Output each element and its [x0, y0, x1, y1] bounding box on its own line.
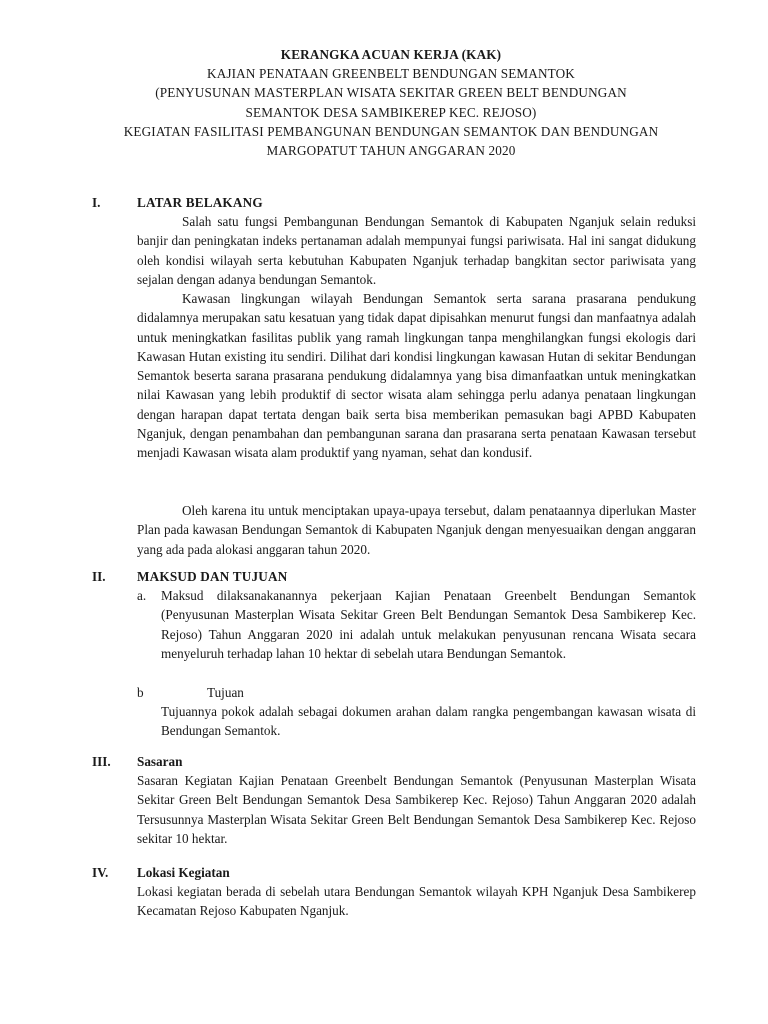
document-subtitle-line-4: KEGIATAN FASILITASI PEMBANGUNAN BENDUNGAN SEMANTOK DAN BENDUNGAN — [123, 123, 659, 139]
section-number: III. — [92, 754, 111, 769]
document-subtitle-line-2: (PENYUSUNAN MASTERPLAN WISATA SEKITAR GREEN BELT BENDUNGAN — [155, 85, 627, 101]
item-a-text: Maksud dilaksanakanannya pekerjaan Kajian Penataan Greenbelt Bendungan Semantok (Penyusunan Masterplan Wisata Sekitar Green Belt Bendungan Semantok Desa Sambikerep Kec. Rejoso) Tahun Anggaran 2020 ini adalah untuk melakukan penyusunan rencana Wisata secara menyeluruh terhadap lahan 10 hektar di sebelah utara Bendungan Semantok. — [161, 588, 696, 661]
paragraph-1: Salah satu fungsi Pembangunan Bendungan Semantok di Kabupaten Nganjuk selain reduksi banjir dan peningkatan indeks pertanaman adalah mempunyai fungsi pariwisata. Hal ini sangat didukung oleh kondisi wilayah serta kebutuhan Kabupaten Nganjuk terhadap bangkitan sector pariwisata yang sejalan dengan adanya bendungan Semantok. — [137, 214, 696, 287]
section-number: I. — [92, 195, 101, 210]
item-b-label: b — [137, 685, 144, 700]
document-subtitle-line-1: KAJIAN PENATAAN GREENBELT BENDUNGAN SEMANTOK — [207, 66, 575, 82]
document-subtitle-line-5: MARGOPATUT TAHUN ANGGARAN 2020 — [266, 143, 516, 159]
document-header — [60, 45, 722, 160]
section-number: II. — [92, 569, 106, 584]
section-title: Lokasi Kegiatan — [137, 865, 230, 880]
item-b-text: Tujuannya pokok adalah sebagai dokumen arahan dalam rangka pengembangan kawasan wisata di Bendungan Semantok. — [161, 704, 696, 739]
lokasi-text: Lokasi kegiatan berada di sebelah utara Bendungan Semantok wilayah KPH Nganjuk Desa Sambikerep Kecamatan Rejoso Kabupaten Nganjuk. — [137, 884, 696, 919]
item-b-title: Tujuan — [207, 685, 244, 700]
section-number: IV. — [92, 865, 109, 880]
paragraph-3: Oleh karena itu untuk menciptakan upaya-upaya tersebut, dalam penataannya diperlukan Master Plan pada kawasan Bendungan Semantok di Kabupaten Nganjuk dengan menyesuaikan dengan anggaran yang ada pada alokasi anggaran tahun 2020. — [137, 503, 696, 557]
paragraph-2: Kawasan lingkungan wilayah Bendungan Semantok serta sarana prasarana pendukung didalamnya merupakan satu kesatuan yang tidak dapat dipisahkan menurut fungsi dan manfaatnya adalah untuk meningkatkan fasilitas publik yang ramah lingkungan tanpa menghilangkan fungsi ekologis dari Kawasan Hutan existing itu sendiri. Dilihat dari kondisi lingkungan kawasan Hutan di sekitar Bendungan Semantok beserta sarana prasarana pendukung didalamnya yang bisa dimanfaatkan untuk meningkatkan nilai Kawasan yang lebih produktif di sector wisata alam sehingga perlu adanya penataan lingkungan dengan harapan dapat tertata dengan baik serta bisa memberikan pemasukan bagi APBD Kabupaten Nganjuk, dengan penambahan dan pembangunan sarana dan prasarana serta penataan Kawasan tersebut menjadi Kawasan wisata alam produktif yang nyaman, sehat dan kondusif. — [137, 291, 696, 461]
document-subtitle-line-3: SEMANTOK DESA SAMBIKEREP KEC. REJOSO) — [245, 104, 537, 120]
document-title: KERANGKA ACUAN KERJA (KAK) — [280, 47, 502, 62]
sasaran-text: Sasaran Kegiatan Kajian Penataan Greenbelt Bendungan Semantok (Penyusunan Masterplan Wisata Sekitar Green Belt Bendungan Semantok Desa Sambikerep Kec. Rejoso) Tahun Anggaran 2020 adalah Tersusunnya Masterplan Wisata Sekitar Green Belt Bendungan Semantok Desa Sambikerep Kec. Rejoso sekitar 10 hektar. — [137, 773, 696, 846]
section-title: MAKSUD DAN TUJUAN — [137, 569, 288, 584]
section-title: LATAR BELAKANG — [137, 195, 263, 210]
item-a-label: a. — [137, 588, 147, 603]
section-title: Sasaran — [137, 754, 183, 769]
